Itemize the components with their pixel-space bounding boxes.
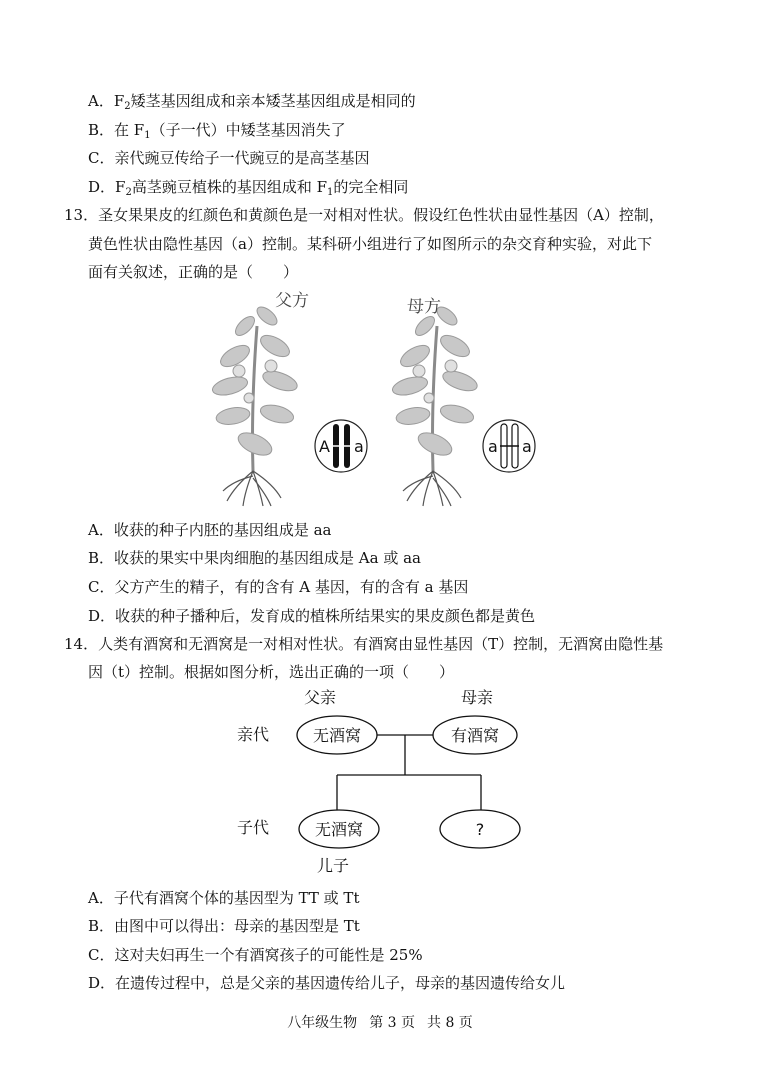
q13-cross-figure [205, 286, 565, 508]
q12-option-a: A．$F_2$矮茎基因组成和亲本矮茎基因组成是相同的 [88, 92, 416, 112]
pedigree-son-trait: 无酒窝 [314, 820, 364, 839]
mother-chromosome-cell [483, 420, 535, 472]
q14-option-d: D．在遗传过程中，总是父亲的基因遗传给儿子，母亲的基因遗传给女儿 [88, 974, 566, 992]
q13-stem-line-1: 13．圣女果果皮的红颜色和黄颜色是一对相对性状。假设红色性状由显性基因（A）控制， [64, 206, 664, 224]
mother-allele-2: a [522, 437, 532, 456]
q12-option-c: C．亲代豌豆传给子一代豌豆的是高茎基因 [88, 149, 370, 167]
q14-option-b: B．由图中可以得出：母亲的基因型是 Tt [88, 917, 360, 935]
q13-stem-line-3: 面有关叙述，正确的是（ ） [88, 263, 299, 281]
q14-stem-line-2: 因（t）控制。根据如图分析，选出正确的一项（ ） [88, 663, 455, 681]
pedigree-father-label: 父亲 [303, 688, 337, 707]
q14-option-a: A．子代有酒窝个体的基因型为 TT 或 Tt [88, 889, 360, 907]
mother-allele-1: a [488, 437, 498, 456]
pedigree-father-trait: 无酒窝 [312, 726, 362, 745]
father-label: 父方 [275, 291, 309, 311]
q13-option-b: B．收获的果实中果肉细胞的基因组成是 Aa 或 aa [88, 549, 421, 567]
footer-subject: 八年级生物 [287, 1015, 358, 1031]
pedigree-mother-node [433, 716, 517, 754]
mother-label: 母方 [407, 297, 441, 317]
page-footer [0, 1012, 760, 1032]
mother-roots-illustration [403, 471, 461, 506]
q12-option-d: D．$F_2$高茎豌豆植株的基因组成和 $F_1$的完全相同 [88, 178, 409, 198]
q13-stem-line-2: 黄色性状由隐性基因（a）控制。某科研小组进行了如图所示的杂交育种实验，对此下 [88, 235, 652, 253]
pedigree-mother-label: 母亲 [460, 688, 494, 707]
q13-option-c: C．父方产生的精子，有的含有 A 基因，有的含有 a 基因 [88, 578, 469, 596]
footer-page-number: 第 3 页 [369, 1015, 415, 1031]
pedigree-parent-generation-label: 亲代 [237, 725, 270, 744]
pedigree-unknown-child-node [440, 810, 520, 848]
q14-option-c: C．这对夫妇再生一个有酒窝孩子的可能性是 25% [88, 946, 423, 964]
mother-plant-illustration [391, 304, 480, 471]
q14-pedigree-diagram [225, 683, 535, 883]
father-allele-2: a [354, 437, 364, 456]
q13-option-d: D．收获的种子播种后，发育成的植株所结果实的果皮颜色都是黄色 [88, 607, 536, 625]
pedigree-mother-trait: 有酒窝 [450, 726, 500, 745]
pedigree-son-node [299, 810, 379, 848]
pedigree-unknown-child-mark: ? [475, 820, 485, 839]
pedigree-father-node [297, 716, 377, 754]
father-plant-illustration [211, 304, 300, 471]
pedigree-child-generation-label: 子代 [237, 818, 270, 837]
footer-total-pages: 共 8 页 [427, 1015, 473, 1031]
pedigree-son-label: 儿子 [316, 856, 350, 875]
q13-option-a: A．收获的种子内胚的基因组成是 aa [88, 521, 332, 539]
q14-stem-line-1: 14．人类有酒窝和无酒窝是一对相对性状。有酒窝由显性基因（T）控制，无酒窝由隐性基 [64, 635, 664, 653]
father-chromosome-cell [315, 420, 367, 472]
father-roots-illustration [223, 471, 281, 506]
q12-option-b: B．在 $F_1$（子一代）中矮茎基因消失了 [88, 121, 346, 141]
father-allele-1: A [319, 437, 330, 456]
